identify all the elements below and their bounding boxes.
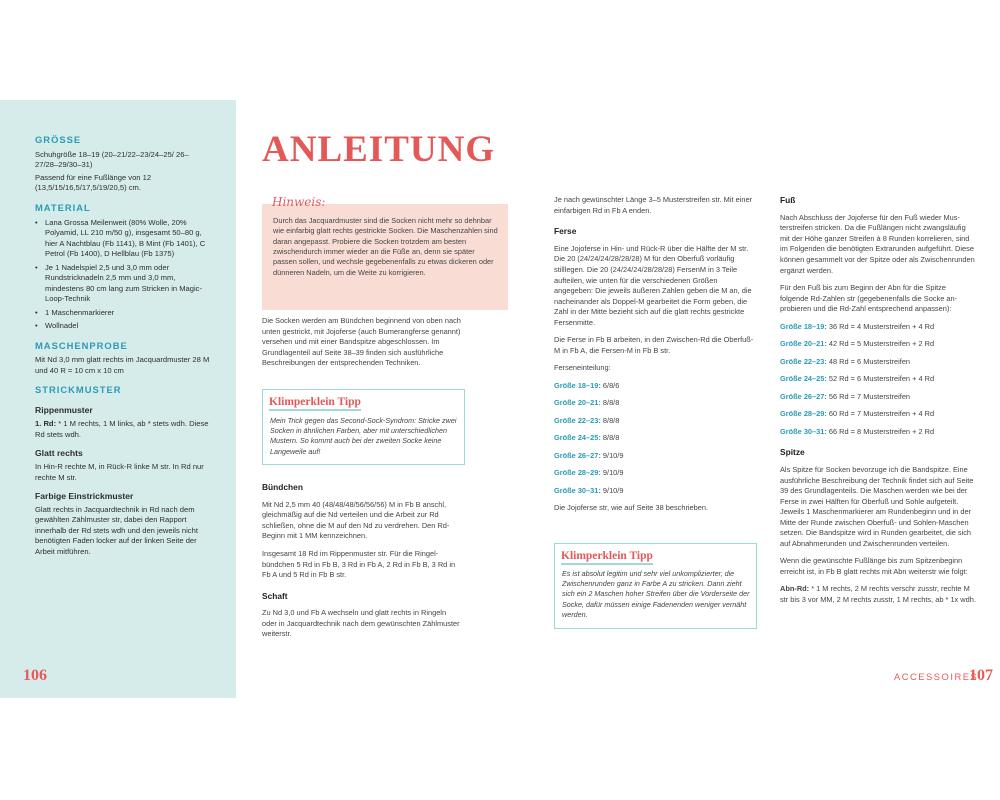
size-label: Größe 26–27: bbox=[780, 391, 827, 401]
page-number-left: 106 bbox=[23, 667, 47, 684]
size-label: Größe 24–25: bbox=[554, 433, 601, 443]
buendchen-text-1: Mit Nd 2,5 mm 40 (48/48/48/56/56/56) M in Fb B anschl, gleichmäßig auf die Nd verteilen und die Arbeit zur Rd schließen, ohne die M auf den Nd zu verdrehen. Den Rd-Beginn mit 1 MM kennzeichnen. bbox=[262, 499, 450, 541]
rippenmuster-label: 1. Rd: bbox=[35, 419, 57, 429]
page-title: ANLEITUNG bbox=[262, 129, 496, 170]
size-label: Größe 30–31: bbox=[554, 485, 601, 495]
ferse-size-row bbox=[554, 468, 754, 479]
hinweis-box bbox=[262, 195, 508, 310]
size-label: Größe 24–25: bbox=[780, 374, 827, 384]
size-value: 9/10/9 bbox=[602, 485, 624, 495]
abn-rd-instruction: * 1 M rechts, 2 M rechts verschr zusstr, rechte M str bis 3 vor MM, 2 M rechts zusstr, 1 M rechts, ab * 1x wdh. bbox=[780, 584, 976, 604]
material-item: • Lana Grossa Meilenweit (80% Wolle, 20% Polyamid, LL 210 m/50 g), insgesamt 50–80 g, hier A Nachtblau (Fb 1141), B Mint (Fb 1401), C Petrol (Fb 1400), D Hellblau (Fb 1375) bbox=[35, 218, 210, 260]
ferse-einteilung: Ferseneinteilung: bbox=[554, 363, 611, 373]
abn-rd-text bbox=[780, 584, 976, 605]
tip-label-1: Klimperklein Tipp bbox=[269, 396, 361, 411]
schaft-heading: Schaft bbox=[262, 590, 288, 601]
size-label: Größe 30–31: bbox=[780, 426, 827, 436]
ferse-heading: Ferse bbox=[554, 226, 577, 237]
size-value: 6/8/6 bbox=[602, 380, 620, 390]
fuss-size-row bbox=[780, 427, 976, 438]
buendchen-text-2: Insgesamt 18 Rd im Rippenmuster str. Für die Ringelbündchen 5 Rd in Fb B, 3 Rd in Fb A, 2 Rd in Fb B, 3 Rd in Fb A und 5 Rd in Fb B str. bbox=[262, 548, 456, 580]
size-label: Größe 18–19: bbox=[554, 380, 601, 390]
maschenprobe-text: Mit Nd 3,0 mm glatt rechts im Jacquardmuster 28 M und 40 R = 10 cm x 10 cm bbox=[35, 355, 210, 375]
buendchen-heading: Bündchen bbox=[262, 482, 303, 492]
tip-box-2 bbox=[554, 543, 757, 629]
abn-rd-label: Abn-Rd: bbox=[780, 584, 810, 594]
ferse-size-row bbox=[554, 416, 754, 427]
fuss-size-row bbox=[780, 357, 976, 368]
glatt-rechts-heading: Glatt rechts bbox=[35, 448, 83, 459]
maschenprobe-heading: MASCHENPROBE bbox=[35, 339, 128, 351]
tip-text-2: Es ist absolut legitim und sehr viel unkomplizierter, die Zwischenrunden ganz in Farbe A zu stricken. Dann zieht sich ein 2 Maschen hoher Streifen über die Vorderseite der Socke, dafür müssen einige Fadenenden weniger vernäht werden. bbox=[562, 569, 750, 619]
hinweis-text: Durch das Jacquardmuster sind die Socken nicht mehr so dehnbar wie einfarbig glatt rechts gestrickte Socken. Die Maschenzahlen sind daran angepasst. Probiere die Socken trotzdem am besten zwischendurch immer wieder an die Füße an, denn sie später passen sollen, und wechsle gegebenenfalls zu etwas dickeren oder dünneren Nadeln, um die Weite zu korrigieren. bbox=[273, 216, 498, 277]
ferse-text-1: Eine Jojoferse in Hin- und Rück-R über die Hälfte der M str. Die 20 (24/24/24/28/28/28) M für den Oberfuß vorläufig stilllegen. Die 20 (24/24/24/28/28/28) FersenM in 3 Teile aufteilen, wie unten für die verschiedenen Größen angegeben: Die jeweils äußeren Zahlen geben die M an, die nacheinander als Doppel-M gearbeitet die Form geben, die Zahl in der Mitte bezieht sich auf die glatt rechts gestrickte Fersenmitte. bbox=[554, 243, 752, 327]
buendchen-section bbox=[262, 472, 462, 647]
hinweis-label: Hinweis: bbox=[272, 195, 326, 209]
fuss-size-row bbox=[780, 374, 976, 385]
ferse-text-2: Die Ferse in Fb B arbeiten, in den Zwischen-Rd die Oberfuß-M in Fb A, die Fersen-M in Fb B str. bbox=[554, 335, 754, 355]
page-number-right: 107 bbox=[969, 667, 993, 684]
size-label: Größe 22–23: bbox=[780, 356, 827, 366]
size-label: Größe 20–21: bbox=[780, 339, 827, 349]
sidebar-content bbox=[35, 134, 210, 559]
fuss-size-row bbox=[780, 339, 976, 350]
fuss-size-row bbox=[780, 392, 976, 403]
size-value: 8/8/8 bbox=[602, 415, 620, 425]
size-value: 8/8/8 bbox=[602, 398, 620, 408]
size-label: Größe 18–19: bbox=[780, 321, 827, 331]
fuss-size-row bbox=[780, 322, 976, 333]
material-item: • 1 Maschenmarkierer bbox=[35, 308, 210, 318]
tip-label-2: Klimperklein Tipp bbox=[561, 550, 653, 565]
size-label: Größe 22–23: bbox=[554, 415, 601, 425]
ferse-end: Die Jojoferse str, wie auf Seite 38 beschrieben. bbox=[554, 503, 709, 513]
fuss-size-row bbox=[780, 409, 976, 420]
size-label: Größe 26–27: bbox=[554, 450, 601, 460]
size-value: 66 Rd = 8 Musterstreifen + 2 Rd bbox=[828, 426, 935, 436]
intro-text: Die Socken werden am Bündchen beginnend von oben nach unten gestrickt, mit Jojoferse (auch Bumerangferse genannt) versehen und mit einer Bandspitze abgeschlossen. Im Grundlagenteil auf Seite 38–39 finden sich ausführliche Beschreibungen der entsprechenden Techniken. bbox=[262, 316, 461, 368]
strickmuster-heading: STRICKMUSTER bbox=[35, 384, 122, 396]
size-label: Größe 28–29: bbox=[554, 468, 601, 478]
ferse-size-row bbox=[554, 398, 754, 409]
size-value: 60 Rd = 7 Musterstreifen + 4 Rd bbox=[828, 409, 935, 419]
material-item: • Wollnadel bbox=[35, 321, 210, 331]
size-value: 42 Rd = 5 Musterstreifen + 2 Rd bbox=[828, 339, 935, 349]
rippenmuster-heading: Rippenmuster bbox=[35, 405, 93, 416]
material-heading: MATERIAL bbox=[35, 201, 91, 213]
section-label: ACCESSOIRES bbox=[894, 671, 979, 682]
tip-text-1: Mein Trick gegen das Second-Sock-Syndrom: Stricke zwei Socken in ähnlichen Farben, aber mit unterschiedlichen Mustern. So kommt auch bei der zweiten Socke keine Langeweile auf! bbox=[270, 416, 457, 456]
farbig-heading: Farbige Einstrickmuster bbox=[35, 490, 134, 501]
schaft-text: Zu Nd 3,0 und Fb A wechseln und glatt rechts in Ringeln oder in Jacquardtechnik nach dem gewünschten Zählmuster weiterstr. bbox=[262, 608, 460, 639]
right-column-2 bbox=[780, 185, 976, 612]
fuss-text-2: Für den Fuß bis zum Beginn der Abn für die Spitze folgende Rd-Zahlen str (gegebenenfalls die Socke anprobieren und die Rd-Zahl entsprechend anpassen): bbox=[780, 283, 958, 314]
ferse-size-row bbox=[554, 433, 754, 444]
ferse-size-row bbox=[554, 451, 754, 462]
groesse-heading: GRÖSSE bbox=[35, 134, 82, 145]
size-value: 36 Rd = 4 Musterstreifen + 4 Rd bbox=[828, 321, 935, 331]
groesse-foot-length: Passend für eine Fußlänge von 12 (13,5/15/16,5/17,5/19/20,5) cm. bbox=[35, 172, 152, 193]
size-value: 9/10/9 bbox=[602, 450, 624, 460]
glatt-rechts-text: In Hin-R rechte M, in Rück-R linke M str. In Rd nur rechte M str. bbox=[35, 462, 204, 482]
farbig-text: Glatt rechts in Jacquardtechnik in Rd nach dem gewählten Zählmuster str, dabei den Rapport innerhalb der Rd stets wdh und den jeweils nicht benötigten Faden locker auf der linken Seite der Arbeit mitführen. bbox=[35, 504, 198, 556]
material-list bbox=[35, 218, 210, 332]
rippenmuster-text bbox=[35, 419, 210, 440]
col1-intro: Je nach gewünschter Länge 3–5 Musterstreifen str. Mit einer einfarbigen Rd in Fb A enden. bbox=[554, 195, 753, 215]
spitze-text-1: Als Spitze für Socken bevorzuge ich die Bandspitze. Eine ausführliche Beschreibung der Technik findet sich auf Seite 39 des Grundlagenteils. Die Maschen werden wie bei der Ferse in zwei Hälften für Oberfuß und Sohle aufgeteilt. Jeweils 1 Maschenmarkierer am Rundenbeginn und in der Mitte der Runde zwischen Oberfuß- und Sohlen-Maschen setzen. Die Bandspitze wird in Runden gearbeitet, die sich auf Abnahmerunden und Zwischenrunden verteilen. bbox=[780, 465, 974, 548]
groesse-sizes: Schuhgröße 18–19 (20–21/22–23/24–25/ 26–27/28–29/30–31) bbox=[35, 149, 189, 170]
size-value: 8/8/8 bbox=[602, 433, 620, 443]
info-sidebar bbox=[0, 100, 236, 698]
tip-box-1 bbox=[262, 389, 465, 465]
fuss-text-1: Nach Abschluss der Jojoferse für den Fuß wieder Musterstreifen stricken. Da die Fußlängen nicht zwangsläufig mit der Höhe ganzer Streifen à 8 Runden korrelieren, sind im Folgenden die benötigten Extrarunden aufgeführt. Diese können gesammelt vor der Spitze oder als Zwischenrunden ergänzt werden. bbox=[780, 212, 975, 275]
size-label: Größe 20–21: bbox=[554, 398, 601, 408]
intro-column bbox=[262, 316, 462, 376]
fuss-heading: Fuß bbox=[780, 195, 796, 205]
size-value: 48 Rd = 6 Musterstreifen bbox=[828, 356, 911, 366]
right-column-1 bbox=[554, 195, 754, 521]
size-label: Größe 28–29: bbox=[780, 409, 827, 419]
ferse-size-row bbox=[554, 486, 754, 497]
material-item: • Je 1 Nadelspiel 2,5 und 3,0 mm oder Rundstricknadeln 2,5 mm und 3,0 mm, mindestens 80 cm lang zum Stricken in Magic-Loop-Technik bbox=[35, 263, 210, 305]
spitze-text-2: Wenn die gewünschte Fußlänge bis zum Spitzenbeginn erreicht ist, in Fb B glatt rechts mit Abn weiterstr wie folgt: bbox=[780, 556, 968, 576]
size-value: 9/10/9 bbox=[602, 468, 624, 478]
size-value: 52 Rd = 6 Musterstreifen + 4 Rd bbox=[828, 374, 935, 384]
spitze-heading: Spitze bbox=[780, 447, 805, 458]
size-value: 56 Rd = 7 Musterstreifen bbox=[828, 391, 911, 401]
ferse-size-row bbox=[554, 381, 754, 392]
rippenmuster-instruction: * 1 M rechts, 1 M links, ab * stets wdh. Diese Rd stets wdh. bbox=[35, 419, 209, 439]
